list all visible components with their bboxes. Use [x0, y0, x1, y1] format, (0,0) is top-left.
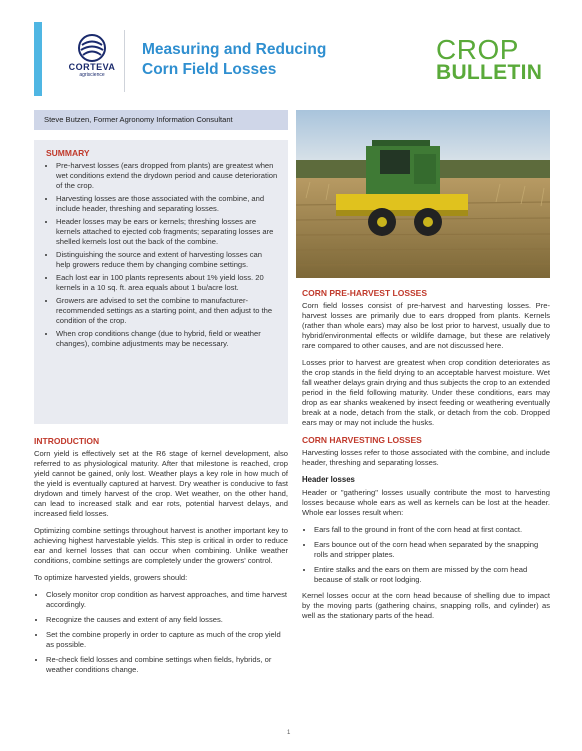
- introduction-heading: INTRODUCTION: [34, 436, 100, 446]
- bulletin-wordmark: BULLETIN: [436, 61, 543, 84]
- preharvest-heading: CORN PRE-HARVEST LOSSES: [302, 288, 428, 298]
- header-divider: [124, 30, 125, 92]
- corteva-logo: [56, 34, 128, 84]
- checklist-item: • Re-check field losses and combine settings when fields, hybrids, or weather conditions change.: [46, 655, 288, 675]
- corteva-globe-icon: [78, 34, 106, 62]
- summary-item: • Harvesting losses are those associated with the combine, and include header, threshing and separating losses.: [56, 194, 278, 214]
- ear-loss-list: [302, 525, 550, 585]
- document-title: [142, 40, 362, 80]
- title-line-2: Corn Field Losses: [142, 61, 277, 78]
- introduction-paragraph-2: Optimizing combine settings throughout harvest is another important key to achieving highest harvestable yields. This step is critical in order to reduce ear and kernel losses that can occur when combining. Unlike weather conditions, combine settings are completely under the growers' control.: [34, 526, 288, 565]
- summary-item: • Growers are advised to set the combine to manufacturer-recommended settings as a starting point, and then adjust to the condition of the crop.: [56, 296, 278, 326]
- preharvest-paragraph-1: Corn field losses consist of pre-harvest and harvesting losses. Pre-harvest losses are primarily due to ears dropped from plants. Kernels (rather than whole ears) may also be lost prior to harvest, usually due to hybrid/environmental effects or wildlife damage, but these are relatively rare compared to other causes, and are not discussed here.: [302, 301, 550, 350]
- summary-item: • Pre-harvest losses (ears dropped from plants) are greatest when wet conditions extend the drydown period and cause deterioration of the crop.: [56, 161, 278, 191]
- summary-heading: SUMMARY: [46, 148, 90, 158]
- harvesting-heading: CORN HARVESTING LOSSES: [302, 435, 422, 445]
- summary-item: • Each lost ear in 100 plants represents about 1% yield loss. 20 kernels in a 10 sq. ft. area equals about 1 bu/acre lost.: [56, 273, 278, 293]
- title-line-1: Measuring and Reducing: [142, 41, 327, 58]
- harvesting-paragraph-3: Kernel losses occur at the corn head because of shelling due to impact by the moving parts (gathering chains, snapping rolls, and cylinder) as well as the stationary parts of the head.: [302, 591, 550, 620]
- preharvest-paragraph-2: Losses prior to harvest are greatest when crop condition deteriorates as the crop stands in the field drying to an acceptable harvest moisture. Wet fall weather delays grain drying and thus subjects the crop to an extended period in the field following maturity. Under these conditions, ears may drop as ear shanks weakened by insect feeding or weathering eventually break at a node, detach from the stalk, or detach from the cob. Dropped ears may or may not include the husks.: [302, 358, 550, 427]
- accent-bar: [34, 22, 42, 96]
- introduction-paragraph-1: Corn yield is effectively set at the R6 stage of kernel development, also referred to as physiological maturity. After that milestone is reached, crop yield cannot be gained, only lost. Weather plays a key role in how much of the yield is eventually captured at harvest. Dry weather is conducive to fast drydown and timely harvest of the crop. Wet weather, on the other hand, can lead to increased stalk and ear rots, potential harvest delays, and increased field losses.: [34, 449, 288, 518]
- grower-checklist: [34, 590, 288, 675]
- right-column: [302, 288, 550, 628]
- harvesting-paragraph-1: Harvesting losses refer to those associated with the combine, and include header, threshing and separating losses.: [302, 448, 550, 467]
- author-bar: Steve Butzen, Former Agronomy Information Consultant: [34, 110, 288, 130]
- checklist-item: • Recognize the causes and extent of any field losses.: [46, 615, 288, 625]
- crop-wordmark: CROP: [436, 34, 519, 65]
- logo-subtitle: agriscience: [79, 72, 105, 78]
- logo-wordmark: CORTEVA: [68, 62, 116, 72]
- summary-item: • Distinguishing the source and extent of harvesting losses can help growers reduce them by changing combine settings.: [56, 250, 278, 270]
- summary-list: [46, 161, 278, 349]
- combine-harvest-photo: [296, 110, 550, 278]
- ear-loss-item: • Ears bounce out of the corn head when separated by the snapping rolls and stripper plates.: [314, 540, 550, 560]
- checklist-item: • Set the combine properly in order to capture as much of the crop yield as possible.: [46, 630, 288, 650]
- header-losses-subheading: Header losses: [302, 475, 355, 484]
- page-number: 1: [287, 730, 291, 736]
- summary-item: • When crop conditions change (due to hybrid, field or weather changes), combine adjustments may be necessary.: [56, 329, 278, 349]
- summary-box: [34, 140, 288, 424]
- left-column: [34, 436, 288, 681]
- introduction-paragraph-3: To optimize harvested yields, growers should:: [34, 573, 188, 582]
- ear-loss-item: • Entire stalks and the ears on them are missed by the corn head because of stalk or root lodging.: [314, 565, 550, 585]
- summary-item: • Header losses may be ears or kernels; threshing losses are kernels attached to ejected cob fragments; separating losses are shelled kernels lost out the back of the combine.: [56, 217, 278, 247]
- ear-loss-item: • Ears fall to the ground in front of the corn head at first contact.: [314, 525, 550, 535]
- checklist-item: • Closely monitor crop condition as harvest approaches, and time harvest accordingly.: [46, 590, 288, 610]
- harvesting-paragraph-2: Header or "gathering" losses usually contribute the most to harvesting losses because whole ears as well as kernels can be lost at the header. Whole ear losses result when:: [302, 488, 550, 517]
